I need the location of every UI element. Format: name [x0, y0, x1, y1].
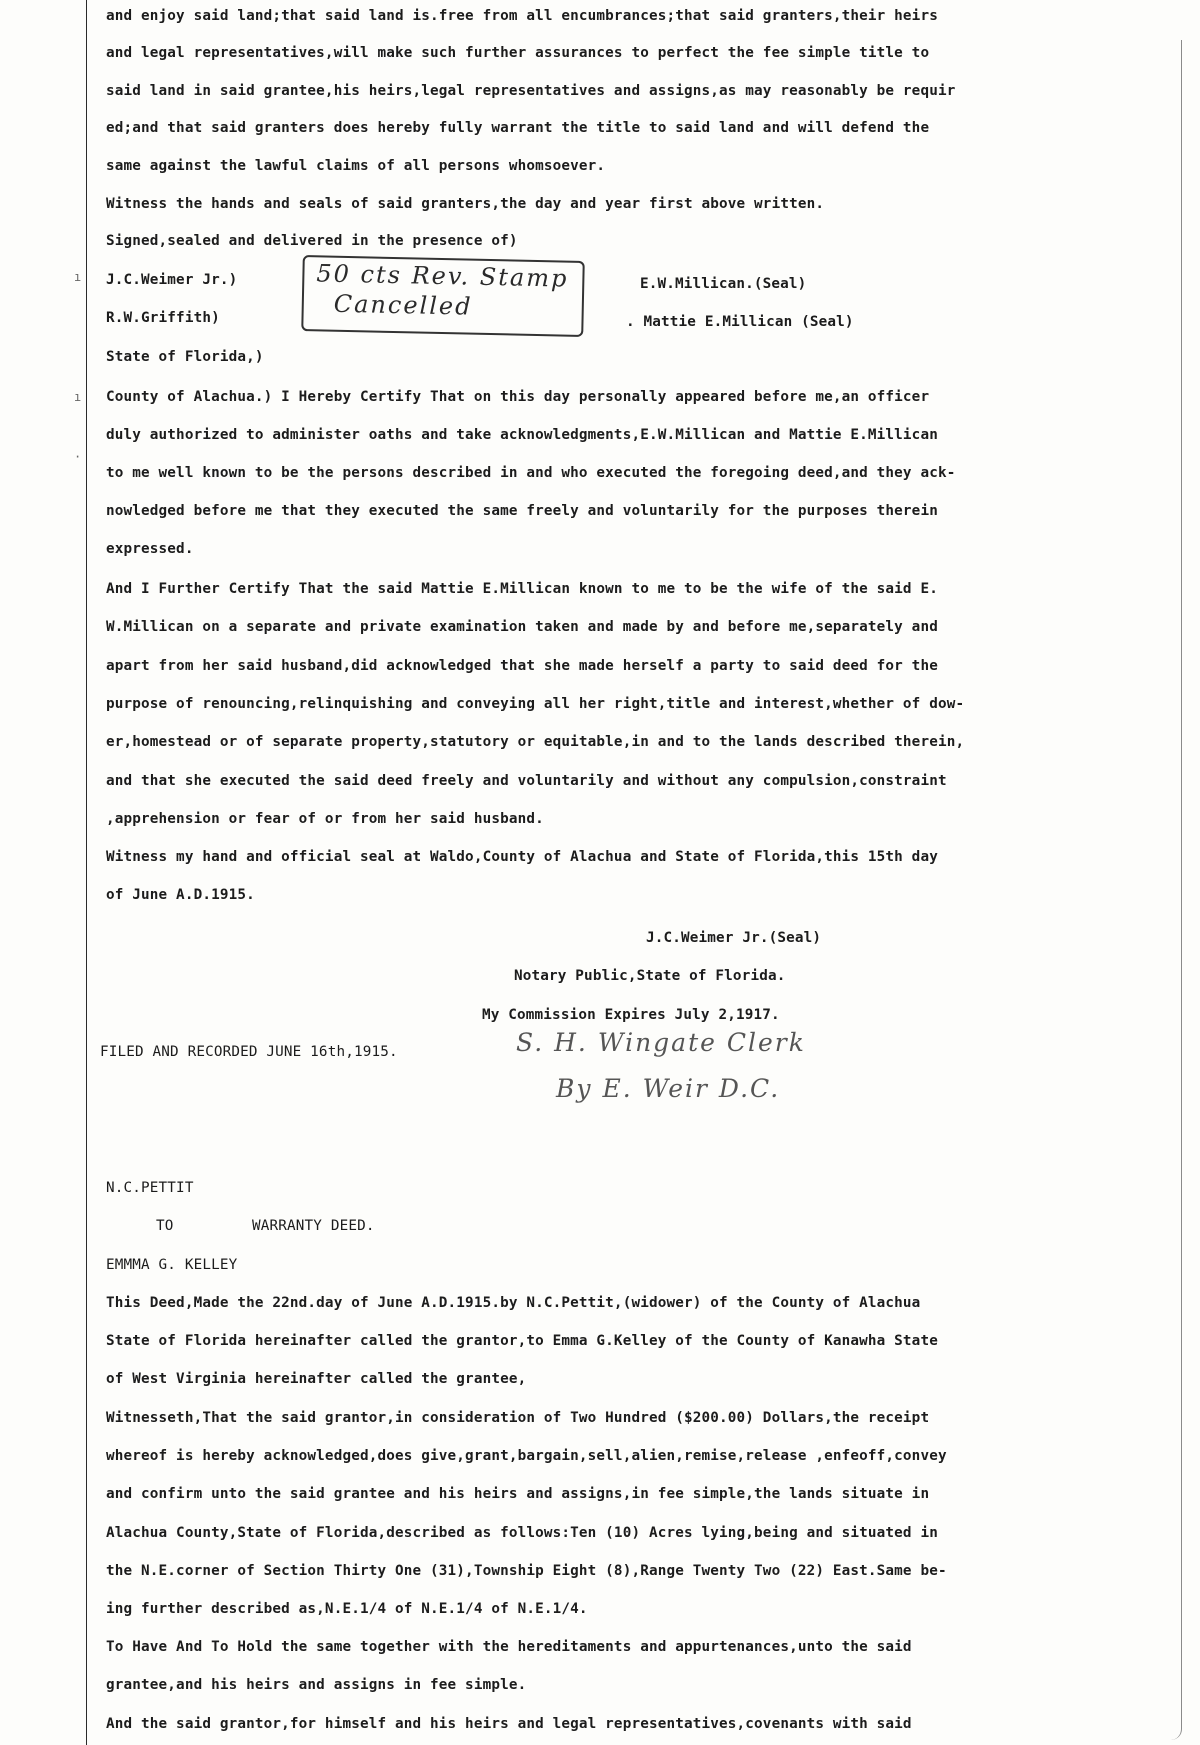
ack-line: and that she executed the said deed freely and voluntarily and without any compulsion,constraint: [106, 773, 947, 789]
signer-1: E.W.Millican.(Seal): [640, 276, 807, 292]
deed2-line: of West Virginia hereinafter called the grantee,: [106, 1371, 527, 1387]
page-edge: [1171, 40, 1182, 1740]
deed2-line: State of Florida hereinafter called the grantor,to Emma G.Kelley of the County of Kanawha State: [106, 1333, 938, 1349]
witness-1: J.C.Weimer Jr.): [106, 272, 238, 288]
deed2-line: And the said grantor,for himself and his heirs and legal representatives,covenants with said: [106, 1716, 912, 1732]
stamp-note-line1: 50 cts Rev. Stamp: [316, 259, 569, 293]
ack-line: And I Further Certify That the said Mattie E.Millican known to me to be the wife of the said E.: [106, 581, 938, 597]
margin-mark: ·: [74, 450, 82, 464]
signer-2: . Mattie E.Millican (Seal): [626, 314, 854, 330]
deed2-line: and confirm unto the said grantee and his heirs and assigns,in fee simple,the lands situate in: [106, 1486, 930, 1502]
deed1-line: and legal representatives,will make such further assurances to perfect the fee simple title to: [106, 45, 930, 61]
deed2-line: whereof is hereby acknowledged,does give,grant,bargain,sell,alien,remise,release ,enfeoff,convey: [106, 1448, 947, 1464]
ack-line: purpose of renouncing,relinquishing and conveying all her right,title and interest,whether of dow-: [106, 696, 965, 712]
margin-mark: ı: [74, 390, 82, 404]
deed2-to-label: TO: [156, 1218, 174, 1234]
deed2-line: This Deed,Made the 22nd.day of June A.D.1915.by N.C.Pettit,(widower) of the County of Alachua: [106, 1295, 921, 1311]
deed1-line: Signed,sealed and delivered in the presence of): [106, 233, 518, 249]
ack-line: W.Millican on a separate and private examination taken and made by and before me,separately and: [106, 619, 938, 635]
deed2-line: grantee,and his heirs and assigns in fee simple.: [106, 1677, 527, 1693]
deed1-line: Witness the hands and seals of said granters,the day and year first above written.: [106, 196, 825, 212]
ack-line: nowledged before me that they executed the same freely and voluntarily for the purposes therein: [106, 503, 938, 519]
deed2-line: Witnesseth,That the said grantor,in consideration of Two Hundred ($200.00) Dollars,the receipt: [106, 1410, 930, 1426]
left-margin-rule: [86, 0, 87, 1745]
notary-commission: My Commission Expires July 2,1917.: [482, 1007, 780, 1023]
ack-line: apart from her said husband,did acknowledged that she made herself a party to said deed for the: [106, 658, 938, 674]
ack-line: to me well known to be the persons described in and who executed the foregoing deed,and they ack-: [106, 465, 956, 481]
witness-2: R.W.Griffith): [106, 310, 220, 326]
ack-line: County of Alachua.) I Hereby Certify That on this day personally appeared before me,an officer: [106, 389, 930, 405]
deed2-grantor: N.C.PETTIT: [106, 1180, 194, 1196]
deed2-line: the N.E.corner of Section Thirty One (31),Township Eight (8),Range Twenty Two (22) East.Same be-: [106, 1563, 947, 1579]
ack-line: Witness my hand and official seal at Waldo,County of Alachua and State of Florida,this 15th day: [106, 849, 938, 865]
notary-title: Notary Public,State of Florida.: [514, 968, 786, 984]
ack-line: er,homestead or of separate property,statutory or equitable,in and to the lands described therein,: [106, 734, 965, 750]
deed2-grantee: EMMMA G. KELLEY: [106, 1257, 238, 1273]
ack-line: of June A.D.1915.: [106, 887, 255, 903]
margin-mark: ı: [74, 270, 82, 284]
deed2-line: Alachua County,State of Florida,described as follows:Ten (10) Acres lying,being and situated in: [106, 1525, 938, 1541]
deed2-line: To Have And To Hold the same together with the hereditaments and appurtenances,unto the said: [106, 1639, 912, 1655]
ack-line: ,apprehension or fear of or from her said husband.: [106, 811, 544, 827]
stamp-note-line2: Cancelled: [333, 289, 473, 321]
ack-line: expressed.: [106, 541, 194, 557]
ack-line: duly authorized to administer oaths and take acknowledgments,E.W.Millican and Mattie E.Millican: [106, 427, 938, 443]
deed1-line: said land in said grantee,his heirs,legal representatives and assigns,as may reasonably be requir: [106, 83, 956, 99]
deed1-line: ed;and that said granters does hereby fully warrant the title to said land and will defend the: [106, 120, 930, 136]
revenue-stamp-box: [301, 255, 585, 337]
deed1-line: same against the lawful claims of all persons whomsoever.: [106, 158, 606, 174]
deputy-clerk-signature: By E. Weir D.C.: [556, 1074, 781, 1103]
deed1-line: and enjoy said land;that said land is.free from all encumbrances;that said granters,their heirs: [106, 8, 938, 24]
ack-state: State of Florida,): [106, 349, 264, 365]
filed-recorded: FILED AND RECORDED JUNE 16th,1915.: [100, 1044, 398, 1060]
deed2-line: ing further described as,N.E.1/4 of N.E.1/4 of N.E.1/4.: [106, 1601, 588, 1617]
clerk-signature: S. H. Wingate Clerk: [516, 1028, 806, 1057]
notary-name: J.C.Weimer Jr.(Seal): [646, 930, 822, 946]
deed2-type: WARRANTY DEED.: [252, 1218, 375, 1234]
